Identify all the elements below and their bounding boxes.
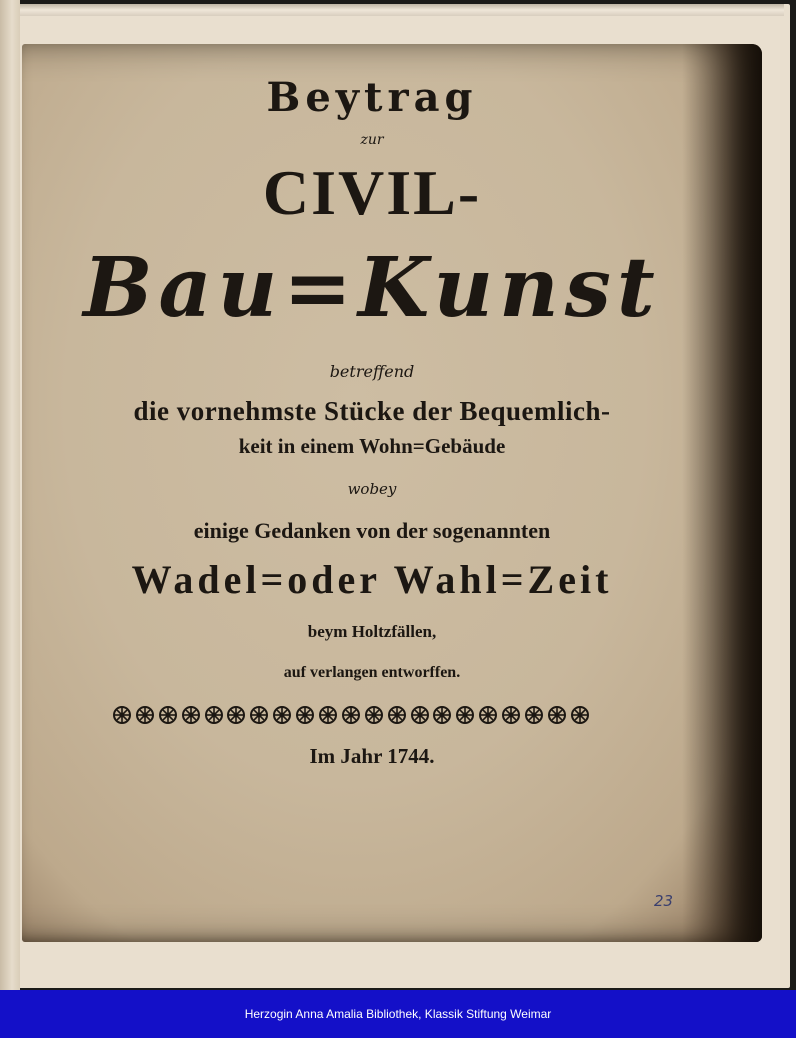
fleuron-icon xyxy=(501,705,521,725)
fleuron-icon xyxy=(524,705,544,725)
title-line-betreffend: betreffend xyxy=(329,362,415,381)
fleuron-icon xyxy=(272,705,292,725)
title-line-entworffen: auf verlangen entworffen. xyxy=(283,664,461,681)
title-page xyxy=(22,44,762,942)
title-line-zur: zur xyxy=(360,132,384,148)
fleuron-icon xyxy=(432,705,452,725)
fleuron-icon xyxy=(226,705,246,725)
book-spine-edge xyxy=(0,0,20,990)
title-line-wobey: wobey xyxy=(347,480,397,498)
fleuron-icon xyxy=(387,705,407,725)
title-line-baukunst: Bau=Kunst xyxy=(83,240,661,336)
fleuron-icon xyxy=(570,705,590,725)
fleuron-icon xyxy=(112,705,132,725)
fleuron-icon xyxy=(249,705,269,725)
fleuron-icon xyxy=(318,705,338,725)
fleuron-icon xyxy=(341,705,361,725)
footer-credit: Herzogin Anna Amalia Bibliothek, Klassik Stiftung Weimar xyxy=(244,1007,552,1021)
fleuron-icon xyxy=(547,705,567,725)
fleuron-icon xyxy=(295,705,315,725)
fleuron-icon xyxy=(181,705,201,725)
folio-number: 23 xyxy=(654,892,674,910)
fleuron-icon xyxy=(455,705,475,725)
title-line-wadelzeit: Wadel=oder Wahl=Zeit xyxy=(131,557,613,602)
imprint-year: Im Jahr 1744. xyxy=(309,744,435,768)
ornament-border xyxy=(112,700,590,730)
fleuron-icon xyxy=(364,705,384,725)
title-line-holtzfaellen: beym Holtzfällen, xyxy=(307,622,437,641)
fleuron-icon xyxy=(204,705,224,725)
title-line-subject: die vornehmste Stücke der Bequemlich- xyxy=(133,396,611,426)
book-top-edge xyxy=(20,4,784,16)
footer-bar xyxy=(0,990,796,1038)
title-line-beytrag: Beytrag xyxy=(266,74,478,121)
title-line-subject-cont: keit in einem Wohn=Gebäude xyxy=(238,434,506,458)
title-line-civil: CIVIL- xyxy=(262,157,482,228)
fleuron-icon xyxy=(158,705,178,725)
title-line-gedanken: einige Gedanken von der sogenannten xyxy=(193,518,551,543)
fleuron-icon xyxy=(135,705,155,725)
title-page-text xyxy=(22,44,762,942)
fleuron-icon xyxy=(410,705,430,725)
fleuron-icon xyxy=(478,705,498,725)
